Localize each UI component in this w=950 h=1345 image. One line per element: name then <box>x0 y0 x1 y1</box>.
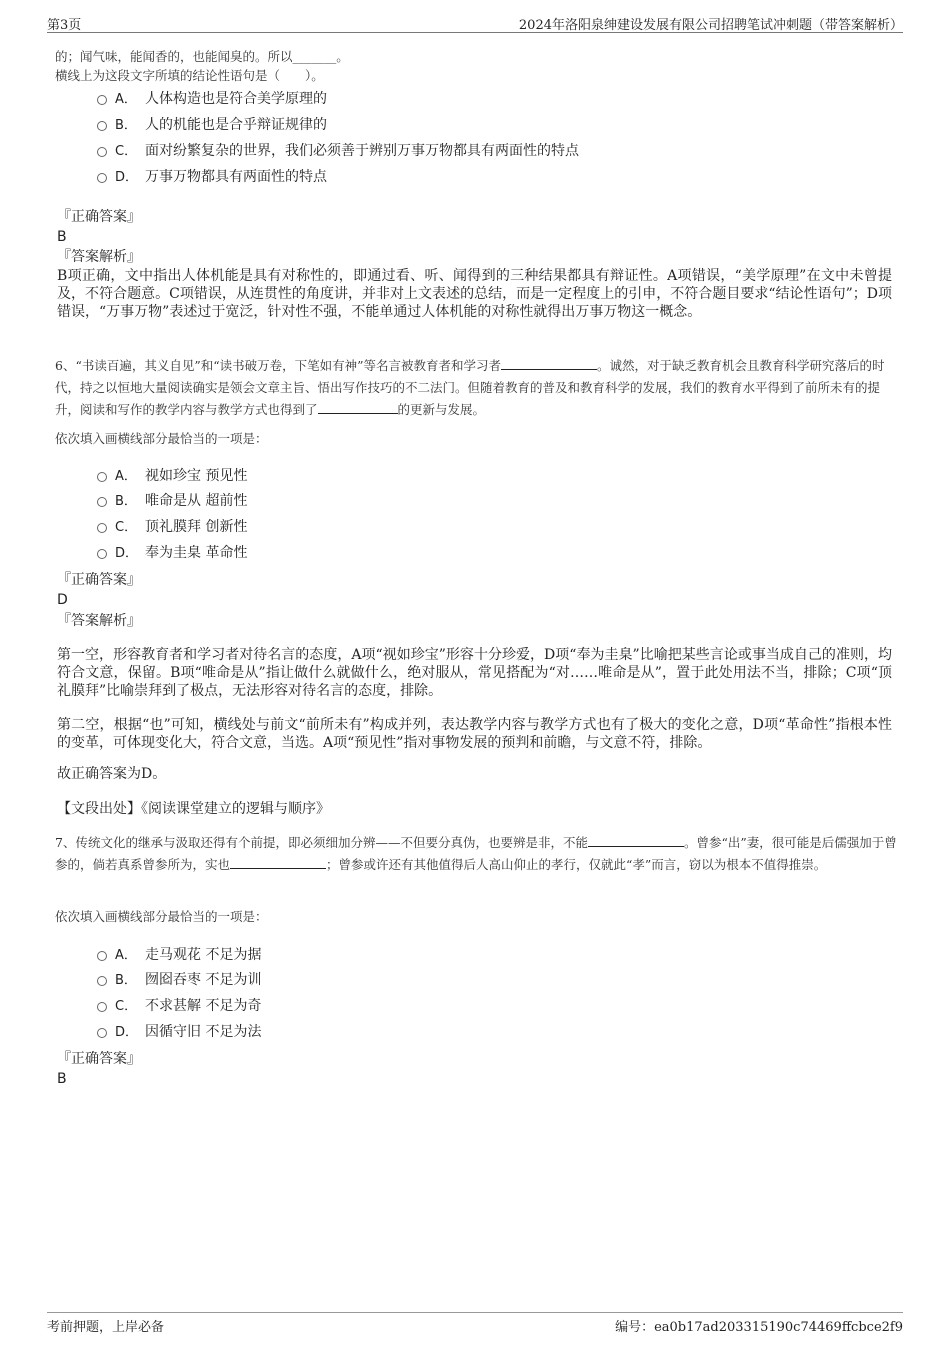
q6-option-a[interactable]: A． 视如珍宝 预见性 <box>97 465 247 487</box>
option-text: 囫囵吞枣 不足为训 <box>145 972 262 988</box>
q6-option-d[interactable]: D． 奉为圭臬 革命性 <box>97 542 247 564</box>
q5-prompt: 横线上为这段文字所填的结论性语句是（ ）。 <box>55 68 324 83</box>
option-text: 走马观花 不足为据 <box>145 947 262 963</box>
q7-option-c[interactable]: C． 不求甚解 不足为奇 <box>97 995 261 1017</box>
radio-icon[interactable] <box>97 523 107 533</box>
option-text: 唯命是从 超前性 <box>145 493 248 509</box>
option-text: 顶礼膜拜 创新性 <box>145 519 248 535</box>
option-text: 因循守旧 不足为法 <box>145 1024 262 1040</box>
radio-icon[interactable] <box>97 121 107 131</box>
q5-analysis-label: 『答案解析』 <box>57 249 141 265</box>
fill-blank <box>588 832 684 847</box>
q6-analysis-p1: 第一空，形容教育者和学习者对待名言的态度，A项“视如珍宝”形容十分珍爱，D项“奉为圭臬”比喻把某些言论或事当成自己的准则，均符合文意，保留。B项“唯命是从”指让做什么就做什么，绝对服从，常见搭配为“对……唯命是从”，置于此处用法不当，排除；C项“顶礼膜拜”比喻崇拜到了极点，无法形容对待名言的态度，排除。 <box>57 647 892 699</box>
radio-icon[interactable] <box>97 173 107 183</box>
q6-answer-label: 『正确答案』 <box>57 572 141 588</box>
document-title: 2024年洛阳泉绅建设发展有限公司招聘笔试冲刺题（带答案解析） <box>518 18 903 33</box>
q5-option-a[interactable]: A． 人体构造也是符合美学原理的 <box>97 88 327 110</box>
radio-icon[interactable] <box>97 951 107 961</box>
q5-analysis: B项正确，文中指出人体机能是具有对称性的，即通过看、听、闻得到的三种结果都具有辩证性。A项错误，“美学原理”在文中未曾提及，不符合题意。C项错误，从连贯性的角度讲，并非对上文表述的总结，而是一定程度上的引申，不符合题目要求“结论性语句”；D项错误，“万事万物”表述过于宽泛，针对性不强，不能单通过人体机能的对称性就得出万事万物这一概念。 <box>57 268 892 320</box>
fill-blank <box>230 854 326 869</box>
q7-prompt: 依次填入画横线部分最恰当的一项是： <box>55 909 268 924</box>
fill-blank <box>318 399 398 414</box>
option-text: 奉为圭臬 革命性 <box>145 545 248 561</box>
q6-source: 【文段出处】《阅读课堂建立的逻辑与顺序》 <box>57 801 330 817</box>
q5-answer-label: 『正确答案』 <box>57 209 141 225</box>
q5-answer: B <box>57 229 67 245</box>
radio-icon[interactable] <box>97 549 107 559</box>
q7-stem: 7、传统文化的继承与汲取还得有个前提，即必须细加分辨——不但要分真伪，也要辨是非，不能 。曾参“出”妻，很可能是后儒强加于曾参的，倘若真系曾参所为，实也 ；曾参或许还有其他值得后人高山仰止的孝行，仅就此“孝”而言，窃以为根本不值得推崇。 <box>55 832 900 876</box>
q6-answer: D <box>57 592 68 608</box>
q7-option-d[interactable]: D． 因循守旧 不足为法 <box>97 1021 261 1043</box>
radio-icon[interactable] <box>97 497 107 507</box>
option-text: 视如珍宝 预见性 <box>145 468 248 484</box>
radio-icon[interactable] <box>97 1028 107 1038</box>
option-text: 万事万物都具有两面性的特点 <box>145 169 327 185</box>
q7-answer-label: 『正确答案』 <box>57 1051 141 1067</box>
q6-analysis-p2: 第二空，根据“也”可知，横线处与前文“前所未有”构成并列，表达教学内容与教学方式也有了极大的变化之意，D项“革命性”指根本性的变革，可体现变化大，符合文意，当选。A项“预见性”指对事物发展的预判和前瞻，与文意不符，排除。 <box>57 717 892 751</box>
option-text: 不求甚解 不足为奇 <box>145 998 262 1014</box>
radio-icon[interactable] <box>97 95 107 105</box>
footer-slogan: 考前押题，上岸必备 <box>47 1320 165 1335</box>
fill-blank <box>501 355 597 370</box>
q5-option-c[interactable]: C． 面对纷繁复杂的世界，我们必须善于辨别万事万物都具有两面性的特点 <box>97 140 579 162</box>
q7-answer: B <box>57 1071 67 1087</box>
radio-icon[interactable] <box>97 976 107 986</box>
document-id: 编号：ea0b17ad203315190c74469ffcbce2f9 <box>615 1320 903 1335</box>
radio-icon[interactable] <box>97 1002 107 1012</box>
q5-option-b[interactable]: B． 人的机能也是合乎辩证规律的 <box>97 114 327 136</box>
q6-stem: 6、“书读百遍，其义自见”和“读书破万卷，下笔如有神”等名言被教育者和学习者 。诚然，对于缺乏教育机会且教育科学研究落后的时代，持之以恒地大量阅读确实是领会文章主旨、悟出写作技巧的不二法门。但随着教育的普及和教育科学的发展，我们的教育水平得到了前所未有的提升，阅读和写作的教学内容与教学方式也得到了 的更新与发展。 <box>55 355 900 421</box>
page-number: 第3页 <box>47 18 82 33</box>
q6-analysis-p3: 故正确答案为D。 <box>57 766 167 782</box>
page-footer <box>47 1312 903 1335</box>
radio-icon[interactable] <box>97 472 107 482</box>
q7-option-b[interactable]: B． 囫囵吞枣 不足为训 <box>97 969 261 991</box>
q5-stem-tail: 的；闻气味，能闻香的，也能闻臭的。所以_______。 <box>55 49 349 64</box>
page-header <box>47 12 903 33</box>
q6-prompt: 依次填入画横线部分最恰当的一项是： <box>55 431 268 446</box>
option-text: 人体构造也是符合美学原理的 <box>145 91 327 107</box>
q6-option-c[interactable]: C． 顶礼膜拜 创新性 <box>97 516 247 538</box>
radio-icon[interactable] <box>97 147 107 157</box>
q6-option-b[interactable]: B． 唯命是从 超前性 <box>97 490 247 512</box>
q5-option-d[interactable]: D． 万事万物都具有两面性的特点 <box>97 166 327 188</box>
q7-option-a[interactable]: A． 走马观花 不足为据 <box>97 944 261 966</box>
option-text: 面对纷繁复杂的世界，我们必须善于辨别万事万物都具有两面性的特点 <box>145 143 579 159</box>
option-text: 人的机能也是合乎辩证规律的 <box>145 117 327 133</box>
q6-analysis-label: 『答案解析』 <box>57 613 141 629</box>
